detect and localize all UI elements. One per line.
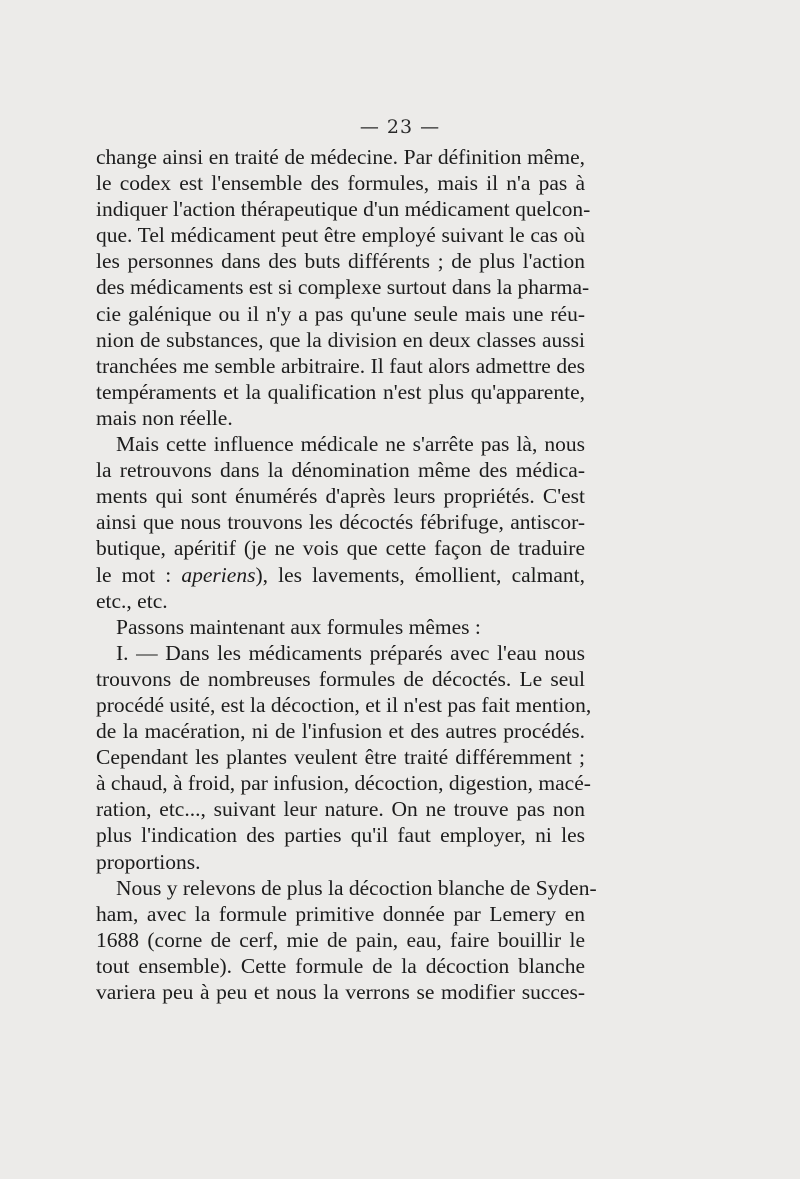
text-line: variera peu à peu et nous la verrons se modifier succes- — [96, 980, 585, 1004]
paragraph-start-line: Passons maintenant aux formules mêmes : — [116, 614, 481, 639]
text-line: les personnes dans des buts différents ; de plus l'action — [96, 249, 585, 274]
text-line: proportions. — [96, 849, 201, 874]
text-line: tout ensemble). Cette formule de la décoction blanche — [96, 953, 585, 978]
text-line-with-italic — [96, 562, 585, 588]
text-line: ments qui sont énumérés d'après leurs propriétés. C'est — [96, 484, 585, 509]
italic-word: aperiens — [181, 562, 256, 587]
text-line: la retrouvons dans la dénomination même des médica- — [96, 458, 585, 483]
text-line: ainsi que nous trouvons les décoctés fébrifuge, antiscor- — [96, 510, 585, 535]
text-line: Cependant les plantes veulent être traité différemment ; — [96, 745, 585, 770]
text-line: que. Tel médicament peut être employé suivant le cas où — [96, 223, 585, 248]
text-line: cie galénique ou il n'y a pas qu'une seule mais une réu- — [96, 301, 585, 326]
text-line: plus l'indication des parties qu'il faut employer, ni les — [96, 823, 585, 848]
paragraph-start-line: I. — Dans les médicaments préparés avec l'eau nous — [116, 640, 585, 665]
text-line: tempéraments et la qualification n'est plus qu'apparente, — [96, 379, 585, 404]
text-line: trouvons de nombreuses formules de décoctés. Le seul — [96, 666, 585, 691]
paragraph-start-line: Nous y relevons de plus la décoction blanche de Syden- — [116, 875, 597, 900]
text-line: etc., etc. — [96, 588, 168, 613]
text-line: mais non réelle. — [96, 405, 233, 430]
text-line: des médicaments est si complexe surtout dans la pharma- — [96, 275, 590, 300]
paragraph-start-line: Mais cette influence médicale ne s'arrête pas là, nous — [116, 432, 585, 457]
text-line: ration, etc..., suivant leur nature. On ne trouve pas non — [96, 797, 585, 822]
text-line: à chaud, à froid, par infusion, décoction, digestion, macé- — [96, 771, 591, 796]
text-segment: le mot : — [96, 562, 182, 587]
text-line: 1688 (corne de cerf, mie de pain, eau, faire bouillir le — [96, 927, 585, 952]
text-line: procédé usité, est la décoction, et il n'est pas fait mention, — [96, 692, 592, 717]
text-line: ham, avec la formule primitive donnée par Lemery en — [96, 901, 585, 926]
text-segment: ), les lavements, émollient, calmant, — [255, 562, 585, 587]
body-text — [96, 144, 597, 1005]
text-line: indiquer l'action thérapeutique d'un médicament quelcon- — [96, 197, 591, 222]
text-line: de la macération, ni de l'infusion et des autres procédés. — [96, 719, 585, 744]
page-number: — 23 — — [359, 116, 441, 138]
text-line: butique, apéritif (je ne vois que cette façon de traduire — [96, 536, 585, 561]
text-line: le codex est l'ensemble des formules, mais il n'a pas à — [96, 171, 585, 196]
text-line: tranchées me semble arbitraire. Il faut alors admettre des — [96, 353, 585, 378]
text-line: change ainsi en traité de médecine. Par définition même, — [96, 145, 585, 169]
text-line: nion de substances, que la division en deux classes aussi — [96, 327, 585, 352]
